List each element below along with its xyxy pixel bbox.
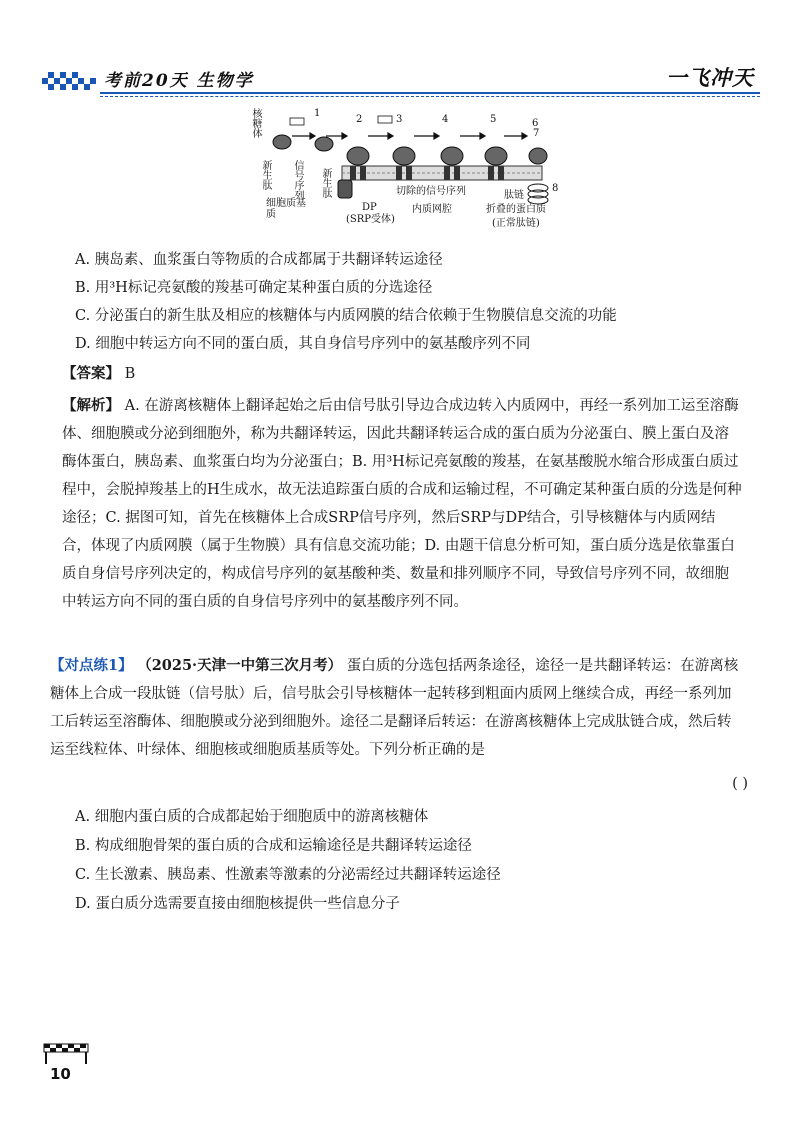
step-5-label: 5: [490, 114, 497, 125]
practice-tag: 【对点练1】: [50, 657, 133, 674]
header-rule-dashed: [100, 96, 760, 97]
answer-tag: 【答案】: [62, 365, 120, 382]
answer-parentheses: ( ): [732, 776, 748, 792]
practice-source: （2025·天津一中第三次月考）: [137, 657, 343, 674]
practice-option-a: A. 细胞内蛋白质的合成都起始于细胞质中的游离核糖体: [75, 809, 429, 825]
checkered-flag-icon: [42, 64, 98, 94]
question-option-d: D. 细胞中转运方向不同的蛋白质，其自身信号序列中的氨基酸序列不同: [75, 336, 531, 352]
answer-value: B: [124, 366, 136, 382]
header-rule: [100, 92, 760, 94]
label-cleaved-signal: 切除的信号序列: [396, 186, 466, 197]
question-option-c: C. 分泌蛋白的新生肽及相应的核糖体与内质网膜的结合依赖于生物膜信息交流的功能: [75, 308, 617, 324]
label-er-lumen: 内质网腔: [412, 204, 452, 215]
question-option-b: B. 用³H标记亮氨酸的羧基可确定某种蛋白质的分选途径: [75, 280, 433, 296]
protein-sorting-diagram: [246, 108, 566, 240]
step-7-label: 7: [533, 128, 540, 139]
label-normal-peptide: (正常肽链): [492, 218, 540, 229]
practice-text: 蛋白质的分选包括两条途径，途径一是共翻译转运：在游离核糖体上合成一段肽链（信号肽）后，信号肽会引导核糖体一起转移到粗面内质网上继续合成，再经一系列加工后转运至溶酶体、细胞膜或分泌到细胞外。途径二是翻译后转运：在游离核糖体上完成肽链合成，然后转运至线粒体、叶绿体、细胞核或细胞质基质等处。下列分析正确的是: [50, 658, 739, 758]
analysis-tag: 【解析】: [62, 397, 120, 414]
step-3-label: 3: [396, 114, 403, 125]
step-6-label: 6: [532, 118, 539, 129]
practice-option-b: B. 构成细胞骨架的蛋白质的合成和运输途径是共翻译转运途径: [75, 838, 472, 854]
header-title: 考前20天 生物学: [104, 71, 254, 91]
label-nascent-2: 新生肽: [320, 168, 331, 198]
label-peptide: 肽链: [504, 190, 524, 201]
practice-option-c: C. 生长激素、胰岛素、性激素等激素的分泌需经过共翻译转运途径: [75, 867, 501, 883]
header-brand: 一飞冲天: [666, 65, 754, 90]
answer-line: [62, 362, 135, 386]
practice-option-d: D. 蛋白质分选需要直接由细胞核提供一些信息分子: [75, 896, 400, 912]
step-1-label: 1: [314, 108, 321, 119]
finish-flag-icon: [42, 1042, 92, 1064]
label-srp-receptor: (SRP受体): [346, 214, 395, 225]
label-ribosome: 核糖体: [250, 108, 261, 138]
step-8-label: 8: [552, 183, 559, 194]
step-2-label: 2: [356, 114, 363, 125]
analysis-text: A. 在游离核糖体上翻译起始之后由信号肽引导边合成边转入内质网中，再经一系列加工运至溶酶体、细胞膜或分泌到细胞外，称为共翻译转运，因此共翻译转运合成的蛋白质为分泌蛋白、膜上蛋白及溶酶体蛋白，胰岛素、血浆蛋白均为分泌蛋白；B. 用³H标记亮氨酸的羧基，在氨基酸脱水缩合形成蛋白质过程中，会脱掉羧基上的H生成水，故无法追踪蛋白质的合成和运输过程，不可确定某种蛋白质的分选是何种途径；C. 据图可知，首先在核糖体上合成SRP信号序列，然后SRP与DP结合，引导核糖体与内质网结合，体现了内质网膜（属于生物膜）具有信息交流功能；D. 由题干信息分析可知，蛋白质分选是依靠蛋白质自身信号序列决定的，构成信号序列的氨基酸种类、数量和排列顺序不同，导致信号序列不同，故细胞中转运方向不同的蛋白质的自身信号序列中的氨基酸序列不同。: [62, 398, 742, 610]
question-option-a: A. 胰岛素、血浆蛋白等物质的合成都属于共翻译转运途径: [75, 252, 443, 268]
page-header: [42, 52, 762, 92]
label-nascent-1: 新生肽: [260, 160, 271, 190]
label-folded-protein: 折叠的蛋白质: [486, 204, 546, 215]
label-cytoplasm: 细胞质基质: [266, 198, 306, 220]
label-dp: DP: [362, 202, 377, 213]
step-4-label: 4: [442, 114, 449, 125]
label-signal-seq: 信号序列: [292, 160, 303, 200]
page-number: 10: [50, 1065, 71, 1083]
practice-paragraph: [50, 652, 742, 764]
analysis-paragraph: [62, 392, 742, 616]
